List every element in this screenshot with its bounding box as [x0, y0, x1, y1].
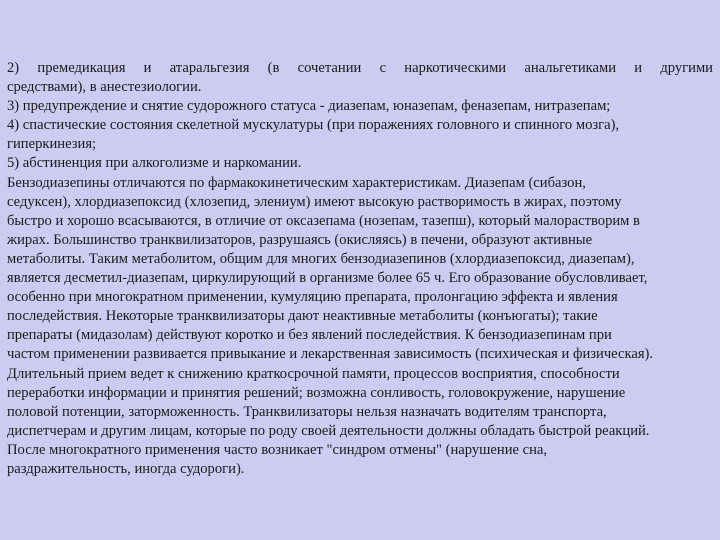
text-line: жирах. Большинство транквилизаторов, разрушаясь (окисляясь) в печени, образуют активные [7, 231, 593, 248]
text-line: После многократного применения часто возникает "синдром отмены" (нарушение сна, [7, 441, 548, 458]
text-line: 2) премедикация и атаральгезия (в сочетании с наркотическими анальгетиками и другими [7, 60, 713, 76]
text-block [7, 59, 713, 479]
text-line: является десметил-диазепам, циркулирующий в организме более 65 ч. Его образование обусловливает, [7, 270, 648, 287]
text-line: быстро и хорошо всасываются, в отличие от оксазепама (нозепам, тазепш), который малорастворим в [7, 212, 640, 229]
text-line: препараты (мидазолам) действуют коротко и без явлений последействия. К бензодиазепинам при [7, 327, 612, 344]
text-line: переработки информации и принятия решений; возможна сонливость, головокружение, нарушение [7, 384, 626, 401]
text-line: Длительный прием ведет к снижению краткосрочной памяти, процессов восприятия, способности [7, 365, 620, 382]
text-line: Бензодиазепины отличаются по фармакокинетическим характеристикам. Диазепам (сибазон, [7, 174, 586, 191]
text-line: раздражительность, иногда судороги). [7, 460, 245, 477]
text-line: частом применении развивается привыкание и лекарственная зависимость (психическая и физическая). [7, 346, 654, 363]
text-line: половой потенции, заторможенность. Транквилизаторы нельзя назначать водителям транспорта, [7, 403, 607, 420]
text-line: особенно при многократном применении, кумуляцию препарата, пролонгацию эффекта и явления [7, 289, 618, 306]
text-line: средствами), в анестезиологии. [7, 79, 202, 96]
text-line: гиперкинезия; [7, 136, 97, 153]
text-line: 5) абстиненция при алкоголизме и наркомании. [7, 155, 302, 172]
text-line: метаболиты. Таким метаболитом, общим для многих бензодиазепинов (хлордиазепоксид, диазепам), [7, 250, 635, 267]
text-line: 4) спастические состояния скелетной мускулатуры (при поражениях головного и спинного мозга), [7, 117, 620, 134]
text-line: диспетчерам и другим лицам, которые по роду своей деятельности должны обладать быстрой реакций. [7, 422, 650, 439]
text-line: 3) предупреждение и снятие судорожного статуса - диазепам, юназепам, феназепам, нитразепам; [7, 98, 611, 115]
text-line: седуксен), хлордиазепоксид (хлозепид, элениум) имеют высокую растворимость в жирах, поэтому [7, 193, 622, 210]
text-line: последействия. Некоторые транквилизаторы дают неактивные метаболиты (конъюгаты); такие [7, 308, 598, 325]
